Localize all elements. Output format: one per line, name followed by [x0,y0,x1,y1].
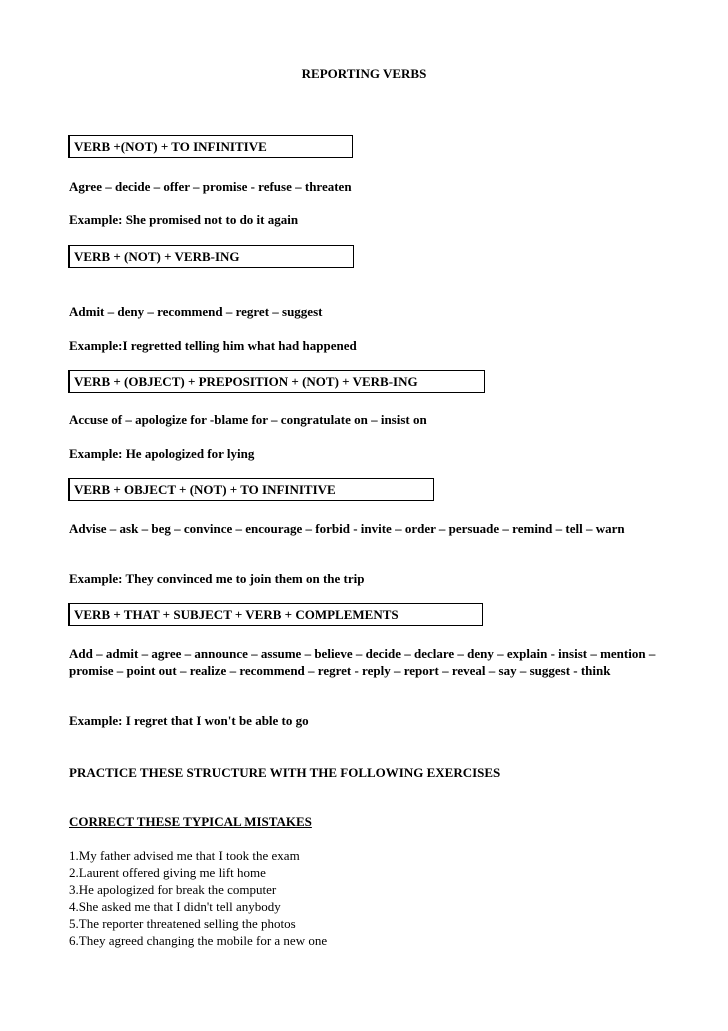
list-item: 2.Laurent offered giving me lift home [69,865,266,880]
section-heading-preposition-verb-ing: VERB + (OBJECT) + PREPOSITION + (NOT) + VERB-ING [68,370,485,393]
verb-list: Accuse of – apologize for -blame for – congratulate on – insist on [69,412,427,427]
verb-list: Agree – decide – offer – promise - refuse – threaten [69,179,352,194]
verb-list: Add – admit – agree – announce – assume – believe – decide – declare – deny – explain - insist – mention – promise – point out – realize – recommend – regret - reply – report – reveal – say – suggest - think [69,646,656,678]
example-sentence: Example:I regretted telling him what had happened [69,338,357,353]
section-heading-to-infinitive: VERB +(NOT) + TO INFINITIVE [68,135,353,158]
mistakes-list [69,847,669,949]
example-sentence: Example: They convinced me to join them on the trip [69,571,365,586]
section-heading-that-clause: VERB + THAT + SUBJECT + VERB + COMPLEMENTS [68,603,483,626]
verb-list: Advise – ask – beg – convince – encourage – forbid - invite – order – persuade – remind – tell – warn [69,521,625,536]
exercise-heading: CORRECT THESE TYPICAL MISTAKES [69,814,312,829]
list-item: 3.He apologized for break the computer [69,882,277,897]
example-sentence: Example: He apologized for lying [69,446,255,461]
page-title: REPORTING VERBS [301,66,427,81]
section-heading-verb-ing: VERB + (NOT) + VERB-ING [68,245,354,268]
list-item: 4.She asked me that I didn't tell anybody [69,899,281,914]
list-item: 6.They agreed changing the mobile for a new one [69,933,328,948]
list-item: 1.My father advised me that I took the exam [69,848,300,863]
example-sentence: Example: She promised not to do it again [69,212,299,227]
section-heading-object-to-infinitive: VERB + OBJECT + (NOT) + TO INFINITIVE [68,478,434,501]
example-sentence: Example: I regret that I won't be able to go [69,713,309,728]
list-item: 5.The reporter threatened selling the photos [69,916,296,931]
practice-heading: PRACTICE THESE STRUCTURE WITH THE FOLLOWING EXERCISES [69,765,501,780]
verb-list: Admit – deny – recommend – regret – suggest [69,304,323,319]
